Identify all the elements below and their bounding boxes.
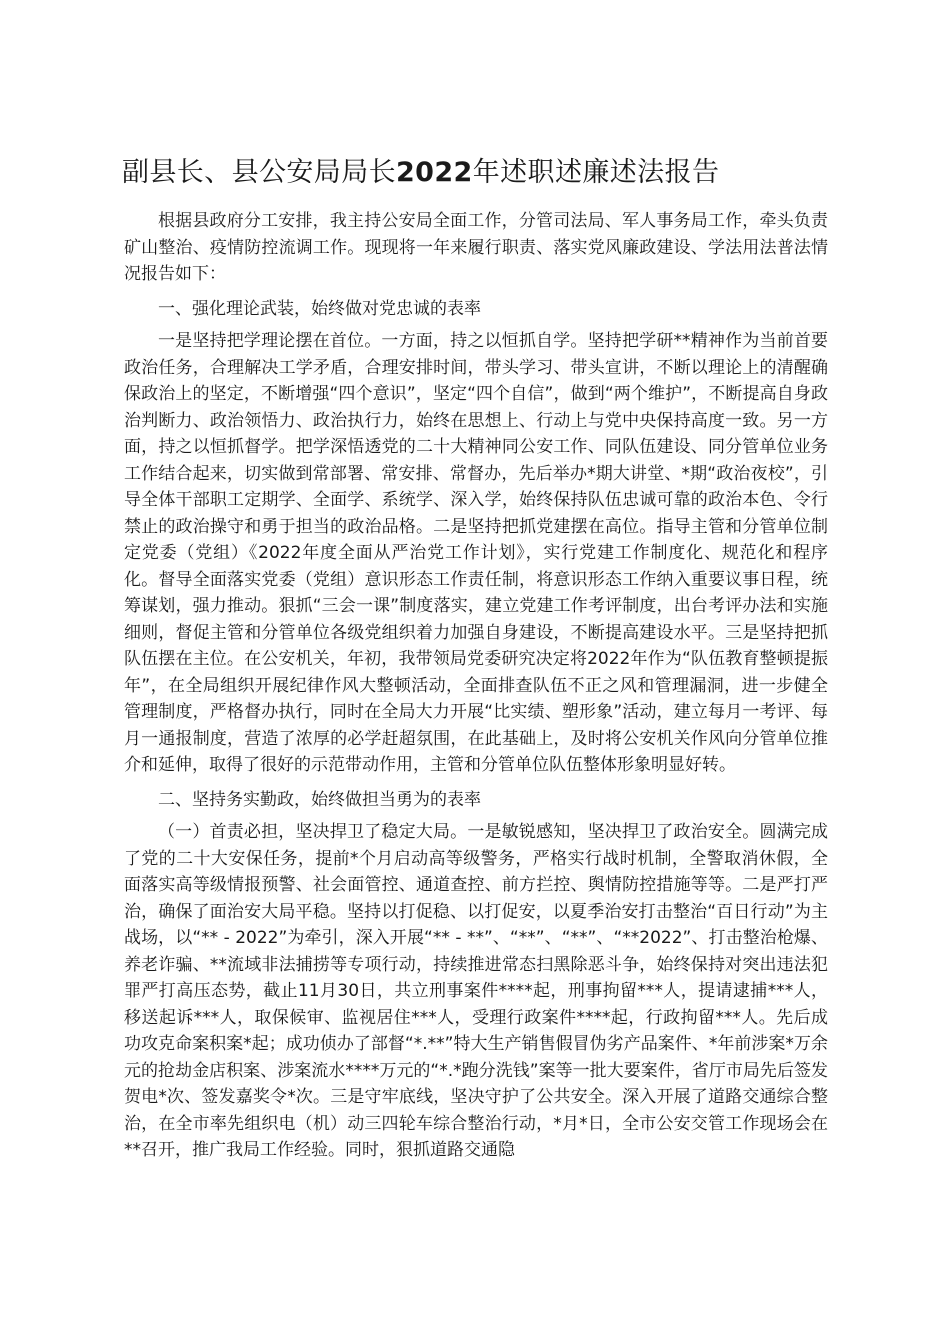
document-page bbox=[124, 150, 828, 1164]
document-body bbox=[124, 208, 828, 1164]
intro-paragraph: 根据县政府分工安排，我主持公安局全面工作，分管司法局、军人事务局工作，牵头负责矿山整治、疫情防控流调工作。现现将一年来履行职责、落实党风廉政建设、学法用法普法情况报告如下： bbox=[124, 211, 828, 284]
section-2-paragraph: （一）首责必担，坚决捍卫了稳定大局。一是敏锐感知，坚决捍卫了政治安全。圆满完成了党的二十大安保任务，提前*个月启动高等级警务，严格实行战时机制，全警取消休假，全面落实高等级情报预警、社会面管控、通道查控、前方拦控、舆情防控措施等等。二是严打严治，确保了面治安大局平稳。坚持以打促稳、以打促安，以夏季治安打击整治“百日行动”为主战场，以“** - 2022”为牵引，深入开展“** - **”、“**”、“**”、“**2022”、打击整治枪爆、养老诈骗、**流域非法捕捞等专项行动，持续推进常态扫黑除恶斗争，始终保持对突出违法犯罪严打高压态势，截止11月30日，共立刑事案件****起，刑事拘留***人，提请逮捕***人，移送起诉***人，取保候审、监视居住***人，受理行政案件****起，行政拘留***人。先后成功攻克命案积案*起；成功侦办了部督“*.**”特大生产销售假冒伪劣产品案件、*年前涉案*万余元的抢劫金店积案、涉案流水****万元的“*.*跑分洗钱”案等一批大要案件，省厅市局先后签发贺电*次、签发嘉奖令*次。三是守牢底线，坚决守护了公共安全。深入开展了道路交通综合整治，在全市率先组织电（机）动三四轮车综合整治行动，*月*日，全市公安交管工作现场会在**召开，推广我局工作经验。同时，狠抓道路交通隐 bbox=[124, 822, 828, 1160]
section-1-paragraph: 一是坚持把学理论摆在首位。一方面，持之以恒抓自学。坚持把学研**精神作为当前首要政治任务，合理解决工学矛盾，合理安排时间，带头学习、带头宣讲，不断以理论上的清醒确保政治上的坚定，不断增强“四个意识”，坚定“四个自信”，做到“两个维护”，不断提高自身政治判断力、政治领悟力、政治执行力，始终在思想上、行动上与党中央保持高度一致。另一方面，持之以恒抓督学。把学深悟透党的二十大精神同公安工作、同队伍建设、同分管单位业务工作结合起来，切实做到常部署、常安排、常督办，先后举办*期大讲堂、*期“政治夜校”，引导全体干部职工定期学、全面学、系统学、深入学，始终保持队伍忠诚可靠的政治本色、令行禁止的政治操守和勇于担当的政治品格。二是坚持把抓党建摆在高位。指导主管和分管单位制定党委（党组）《2022年度全面从严治党工作计划》，实行党建工作制度化、规范化和程序化。督导全面落实党委（党组）意识形态工作责任制，将意识形态工作纳入重要议事日程，统筹谋划，强力推动。狠抓“三会一课”制度落实，建立党建工作考评制度，出台考评办法和实施细则，督促主管和分管单位各级党组织着力加强自身建设，不断提高建设水平。三是坚持把抓队伍摆在主位。在公安机关，年初，我带领局党委研究决定将2022年作为“队伍教育整顿提振年”，在全局组织开展纪律作风大整顿活动，全面排查队伍不正之风和管理漏洞，进一步健全管理制度，严格督办执行，同时在全局大力开展“比实绩、塑形象”活动，建立每月一考评、每月一通报制度，营造了浓厚的必学赶超氛围，在此基础上，及时将公安机关作风向分管单位推介和延伸，取得了很好的示范带动作用，主管和分管单位队伍整体形象明显好转。 bbox=[124, 331, 828, 775]
title-year: 2022 bbox=[396, 157, 473, 188]
section-2-heading: 二、坚持务实勤政，始终做担当勇为的表率 bbox=[158, 789, 481, 810]
title-prefix: 副县长、县公安局局长 bbox=[122, 157, 396, 188]
section-1-heading: 一、强化理论武装，始终做对党忠诚的表率 bbox=[158, 298, 481, 319]
title-suffix: 年述职述廉述法报告 bbox=[472, 157, 720, 188]
document-title bbox=[122, 150, 828, 196]
